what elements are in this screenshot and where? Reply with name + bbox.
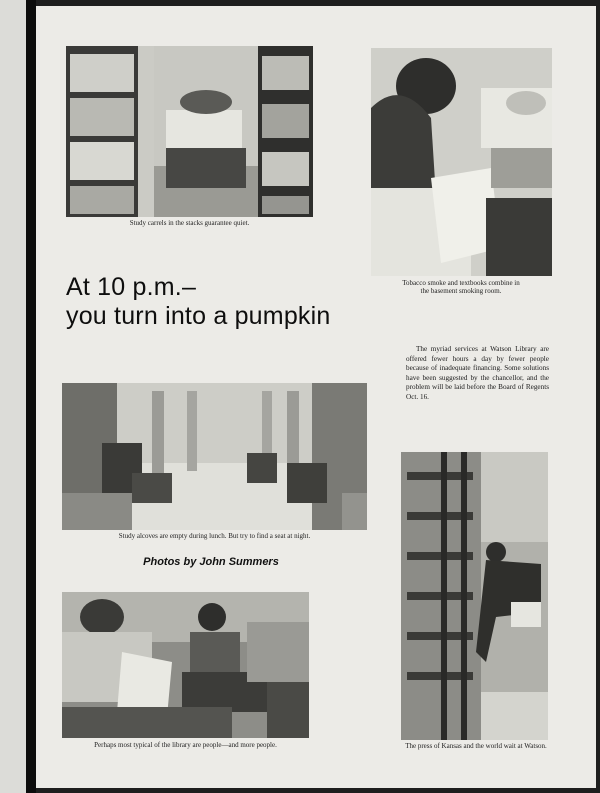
photo-study-carrels bbox=[66, 46, 313, 217]
photo-study-alcoves bbox=[62, 383, 367, 530]
caption-study-carrels: Study carrels in the stacks guarantee quiet. bbox=[129, 219, 250, 227]
page-gutter bbox=[26, 0, 36, 793]
caption-study-alcoves: Study alcoves are empty during lunch. But try to find a seat at night. bbox=[118, 532, 311, 540]
photo-credit: Photos by John Summers bbox=[143, 556, 279, 568]
headline-line-2: you turn into a pumpkin bbox=[66, 302, 331, 330]
adjacent-page-edge bbox=[0, 0, 26, 793]
caption-press: The press of Kansas and the world wait at Watson. bbox=[405, 742, 547, 750]
caption-people: Perhaps most typical of the library are people—and more people. bbox=[94, 741, 277, 749]
photo-people-image bbox=[62, 592, 309, 738]
article-body: The myriad services at Watson Library are offered fewer hours a day by fewer people because of inadequate financing. Some solutions have been suggested by the chancellor, and the problem will be laid before the Board of Regents Oct. 16. bbox=[406, 345, 549, 401]
photo-press bbox=[401, 452, 548, 740]
photo-press-image bbox=[401, 452, 548, 740]
photo-smoking-room-image bbox=[371, 48, 552, 276]
headline bbox=[66, 273, 366, 331]
photo-people bbox=[62, 592, 309, 738]
photo-smoking-room bbox=[371, 48, 552, 276]
photo-study-alcoves-image bbox=[62, 383, 367, 530]
headline-line-1: At 10 p.m.– bbox=[66, 273, 197, 301]
photo-study-carrels-image bbox=[66, 46, 313, 217]
caption-smoking-room: Tobacco smoke and textbooks combine in the basement smoking room. bbox=[402, 279, 520, 295]
